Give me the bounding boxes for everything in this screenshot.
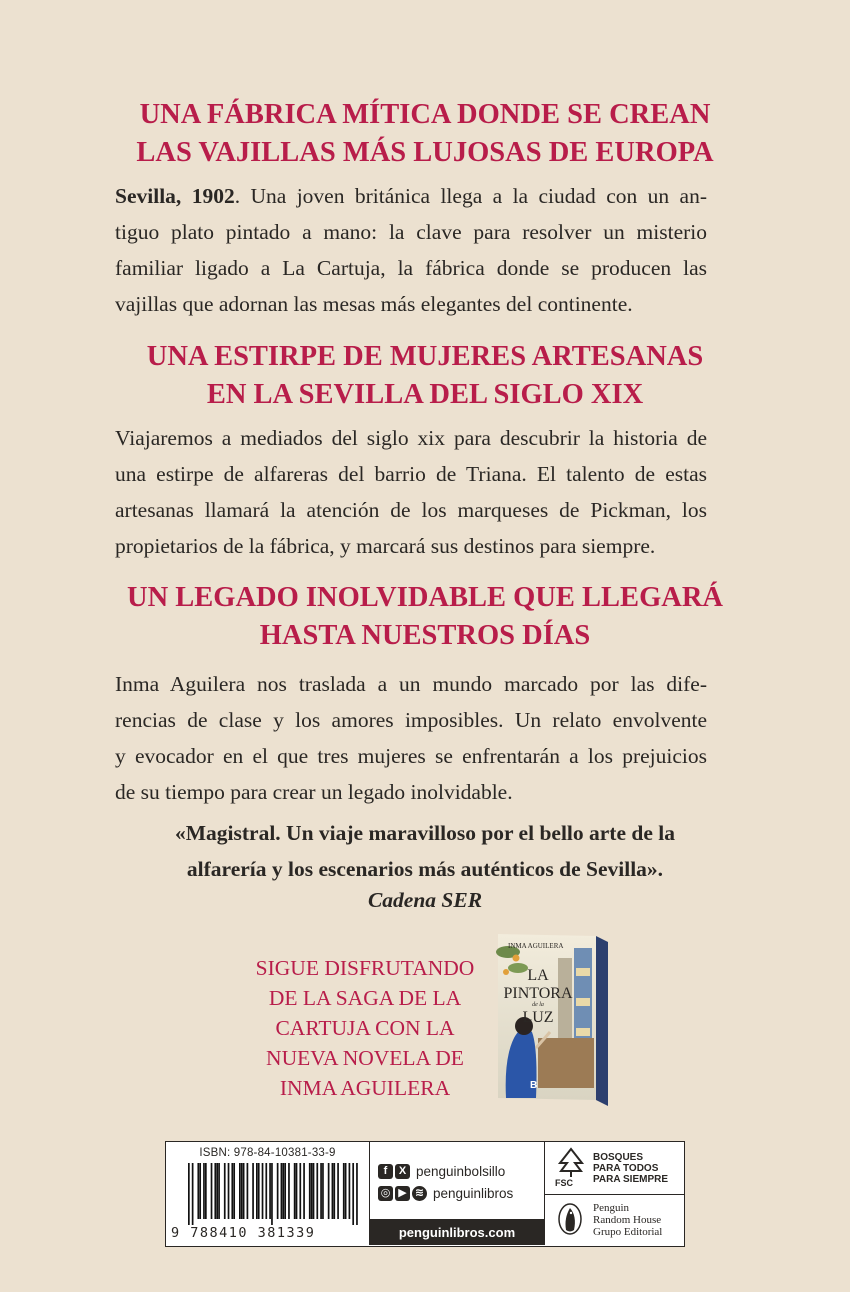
body-line: artesanas llamará la atención de los marqueses de Pickman, los bbox=[115, 498, 707, 522]
section-body-1 bbox=[115, 178, 707, 322]
body-line: rencias de clase y los amores imposibles. Un relato envolvente bbox=[115, 708, 707, 732]
body-line: y evocador en el que tres mujeres se enfrentarán a los prejuicios bbox=[115, 744, 707, 768]
barcode-bar bbox=[345, 1163, 347, 1219]
barcode-bar bbox=[282, 1163, 284, 1219]
heading-line: HASTA NUESTROS DÍAS bbox=[259, 620, 591, 651]
book-title-top: LA bbox=[527, 967, 549, 984]
barcode-bar bbox=[197, 1163, 199, 1219]
quote-line: «Magistral. Un viaje maravilloso por el bello arte de la bbox=[174, 821, 675, 845]
barcode-digits: 9 788410 381339 bbox=[171, 1225, 316, 1241]
fsc-text-line: PARA TODOS bbox=[593, 1163, 659, 1174]
barcode-bar bbox=[322, 1163, 324, 1219]
barcode-bar bbox=[271, 1163, 273, 1225]
barcode-bar bbox=[192, 1163, 194, 1225]
social-row-1 bbox=[378, 1162, 505, 1180]
barcode-bar bbox=[265, 1163, 267, 1219]
barcode-bar bbox=[299, 1163, 301, 1219]
section-heading-3 bbox=[60, 579, 790, 655]
promo-line: NUEVA NOVELA DE bbox=[266, 1046, 464, 1070]
body-line: familiar ligado a La Cartuja, la fábrica donde se producen las bbox=[115, 256, 707, 280]
body-line: tiguo plato pintado a mano: la clave para resolver un misterio bbox=[115, 220, 707, 244]
barcode-bar bbox=[216, 1163, 218, 1219]
fsc-logo bbox=[545, 1142, 685, 1195]
barcode-bar bbox=[328, 1163, 330, 1219]
barcode-bar bbox=[320, 1163, 322, 1219]
book-title-mid: PINTORA bbox=[503, 985, 573, 1002]
body-line: propietarios de la fábrica, y marcará sus destinos para siempre. bbox=[115, 534, 656, 558]
barcode-bar bbox=[356, 1163, 358, 1225]
x-icon[interactable]: X bbox=[395, 1164, 410, 1179]
heading-line: UNA FÁBRICA MÍTICA DONDE SE CREAN bbox=[139, 99, 711, 130]
section-heading-2 bbox=[60, 338, 790, 414]
book-cover-image bbox=[478, 928, 626, 1108]
barcode-bar bbox=[231, 1163, 233, 1219]
prh-text-line: Penguin bbox=[593, 1202, 630, 1214]
fsc-tree-icon bbox=[555, 1146, 587, 1178]
promo-text bbox=[215, 953, 515, 1103]
heading-line: EN LA SEVILLA DEL SIGLO XIX bbox=[206, 379, 644, 410]
logos-area bbox=[545, 1142, 685, 1245]
barcode-bar bbox=[228, 1163, 230, 1219]
barcode-bar bbox=[262, 1163, 264, 1219]
barcode-bar bbox=[233, 1163, 235, 1219]
spotify-icon[interactable]: ≋ bbox=[412, 1186, 427, 1201]
barcode-bar bbox=[243, 1163, 245, 1219]
social-area bbox=[370, 1142, 545, 1245]
social-row-2 bbox=[378, 1184, 513, 1202]
section-heading-1 bbox=[60, 96, 790, 172]
heading-line: UN LEGADO INOLVIDABLE QUE LLEGARÁ bbox=[127, 582, 723, 613]
barcode-bar bbox=[332, 1163, 334, 1219]
barcode-bar bbox=[309, 1163, 311, 1219]
barcode-bar bbox=[349, 1163, 351, 1219]
fsc-text-line: BOSQUES bbox=[593, 1152, 644, 1163]
barcode-bar bbox=[284, 1163, 286, 1219]
barcode-bar bbox=[303, 1163, 305, 1219]
barcode-bar bbox=[313, 1163, 315, 1219]
footer-box bbox=[165, 1141, 685, 1247]
barcode-bar bbox=[239, 1163, 241, 1219]
barcode-area bbox=[166, 1142, 370, 1245]
prh-text-line: Random House bbox=[593, 1214, 662, 1226]
fsc-text-line: PARA SIEMPRE bbox=[593, 1174, 669, 1185]
penguin-logo-icon bbox=[557, 1202, 583, 1236]
barcode-bar bbox=[224, 1163, 226, 1219]
barcode-bar bbox=[247, 1163, 249, 1219]
barcode-bar bbox=[188, 1163, 190, 1225]
barcode-bar bbox=[211, 1163, 213, 1219]
barcode-bar bbox=[205, 1163, 207, 1219]
barcode-bar bbox=[199, 1163, 201, 1219]
social-handle-2[interactable]: penguinlibros bbox=[433, 1185, 514, 1201]
facebook-icon[interactable]: f bbox=[378, 1164, 393, 1179]
barcode-bar bbox=[281, 1163, 283, 1219]
quote-line: alfarería y los escenarios más auténticos de Sevilla». bbox=[186, 857, 664, 881]
barcode-bar bbox=[258, 1163, 260, 1219]
barcode-icon bbox=[188, 1163, 358, 1225]
fsc-label: FSC bbox=[555, 1178, 573, 1188]
barcode-bar bbox=[256, 1163, 258, 1219]
barcode-bar bbox=[252, 1163, 254, 1219]
fsc-text bbox=[593, 1152, 668, 1185]
barcode-bar bbox=[316, 1163, 318, 1219]
promo-line: SIGUE DISFRUTANDO bbox=[255, 956, 475, 980]
barcode-bar bbox=[333, 1163, 335, 1219]
body-line: Inma Aguilera nos traslada a un mundo marcado por las dife- bbox=[115, 672, 707, 696]
isbn-label: ISBN: 978-84-10381-33-9 bbox=[199, 1147, 336, 1159]
prh-text bbox=[593, 1202, 662, 1238]
barcode-bar bbox=[337, 1163, 339, 1219]
body-line: una estirpe de alfareras del barrio de Triana. El talento de estas bbox=[115, 462, 707, 486]
body-line: vajillas que adornan las mesas más elegantes del continente. bbox=[115, 292, 633, 316]
book-author: INMA AGUILERA bbox=[508, 942, 564, 950]
barcode-bar bbox=[343, 1163, 345, 1219]
section-body-2 bbox=[115, 420, 707, 564]
promo-line: CARTUJA CON LA bbox=[275, 1016, 455, 1040]
barcode-bar bbox=[269, 1163, 271, 1219]
instagram-icon[interactable]: ◎ bbox=[378, 1186, 393, 1201]
section-body-3 bbox=[115, 666, 707, 810]
body-line bbox=[115, 178, 707, 214]
heading-line: UNA ESTIRPE DE MUJERES ARTESANAS bbox=[146, 341, 704, 372]
social-handle-1[interactable]: penguinbolsillo bbox=[416, 1163, 506, 1179]
barcode-bar bbox=[203, 1163, 205, 1219]
website-link[interactable]: penguinlibros.com bbox=[370, 1219, 544, 1245]
press-quote bbox=[100, 815, 750, 887]
body-line: de su tiempo para crear un legado inolvidable. bbox=[115, 780, 513, 804]
body-line: Viajaremos a mediados del siglo xix para descubrir la historia de bbox=[115, 426, 707, 450]
promo-line: DE LA SAGA DE LA bbox=[268, 986, 462, 1010]
youtube-icon[interactable]: ▶ bbox=[395, 1186, 410, 1201]
barcode-bar bbox=[288, 1163, 290, 1219]
book-title-bottom: LUZ bbox=[522, 1009, 554, 1026]
barcode-bar bbox=[294, 1163, 296, 1219]
barcode-bar bbox=[218, 1163, 220, 1219]
body-line-text: . Una joven británica llega a la ciudad con un an- bbox=[234, 184, 707, 208]
barcode-bar bbox=[296, 1163, 298, 1219]
prh-text-line: Grupo Editorial bbox=[593, 1226, 663, 1238]
barcode-bar bbox=[277, 1163, 279, 1219]
promo-line: INMA AGUILERA bbox=[279, 1076, 451, 1100]
heading-line: LAS VAJILLAS MÁS LUJOSAS DE EUROPA bbox=[136, 137, 714, 168]
barcode-bar bbox=[311, 1163, 313, 1219]
barcode-bar bbox=[352, 1163, 354, 1225]
barcode-bar bbox=[241, 1163, 243, 1219]
barcode-bar bbox=[214, 1163, 216, 1219]
book-title-small: de la bbox=[532, 1002, 544, 1008]
publisher-mark: B bbox=[530, 1080, 538, 1091]
quote-source: Cadena SER bbox=[367, 888, 483, 912]
lead-bold: Sevilla, 1902 bbox=[115, 184, 235, 208]
